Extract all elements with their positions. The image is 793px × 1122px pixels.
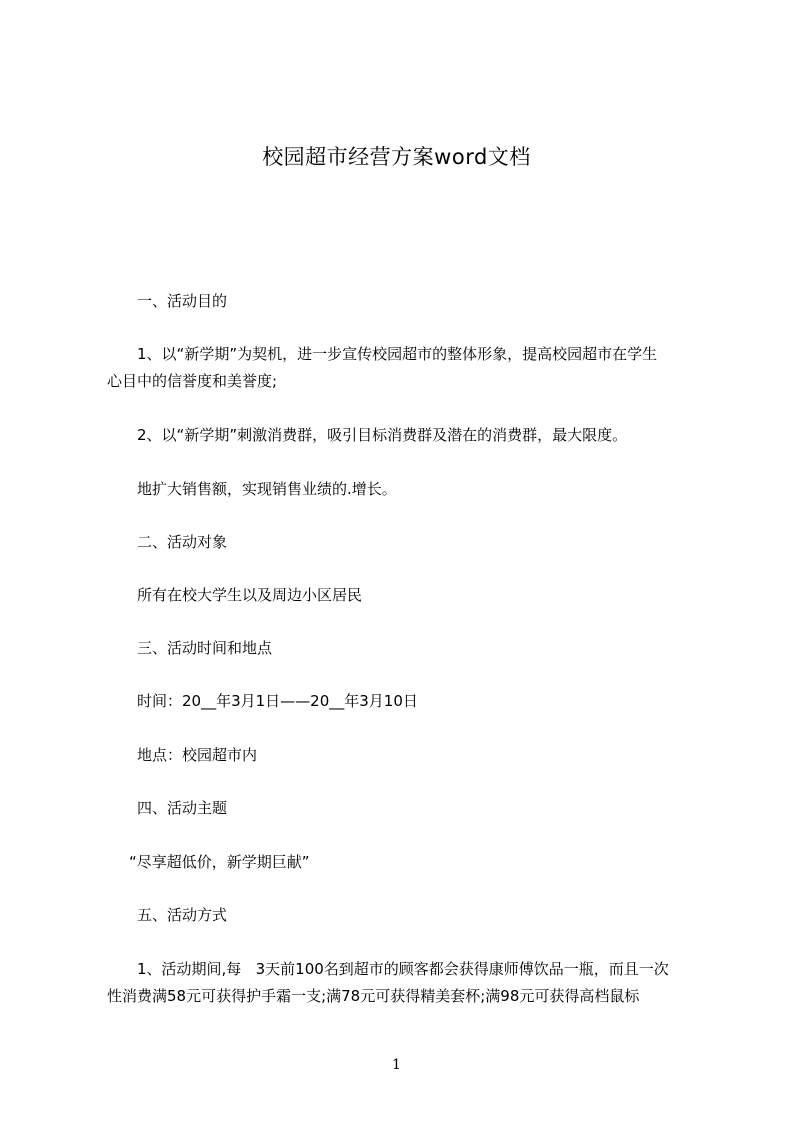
section-heading-target: 二、活动对象 <box>137 533 228 551</box>
section-heading-purpose: 一、活动目的 <box>137 292 228 310</box>
paragraph-purpose-1-line2: 心目中的信誉度和美誉度; <box>107 372 278 390</box>
document-title: 校园超市经营方案word文档 <box>262 145 531 169</box>
section-heading-method: 五、活动方式 <box>137 906 228 924</box>
section-heading-theme: 四、活动主题 <box>137 799 228 817</box>
paragraph-place: 地点：校园超市内 <box>137 746 258 764</box>
paragraph-purpose-2: 2、以“新学期”刺激消费群，吸引目标消费群及潜在的消费群，最大限度。 <box>137 426 628 444</box>
paragraph-purpose-3: 地扩大销售额，实现销售业绩的.增长。 <box>137 480 397 498</box>
page-number: 1 <box>392 1057 401 1073</box>
paragraph-theme: “尽享超低价，新学期巨献” <box>129 853 310 871</box>
paragraph-time: 时间：20__年3月1日——20__年3月10日 <box>137 692 418 710</box>
paragraph-method-line1: 1、活动期间,每 3天前100名到超市的顾客都会获得康师傅饮品一瓶，而且一次 <box>137 960 669 978</box>
paragraph-method-line2: 性消费满58元可获得护手霜一支;满78元可获得精美套杯;满98元可获得高档鼠标 <box>107 987 640 1005</box>
paragraph-target: 所有在校大学生以及周边小区居民 <box>137 586 363 604</box>
section-heading-time-place: 三、活动时间和地点 <box>137 639 273 657</box>
paragraph-purpose-1-line1: 1、以“新学期”为契机，进一步宣传校园超市的整体形象，提高校园超市在学生 <box>137 345 658 363</box>
